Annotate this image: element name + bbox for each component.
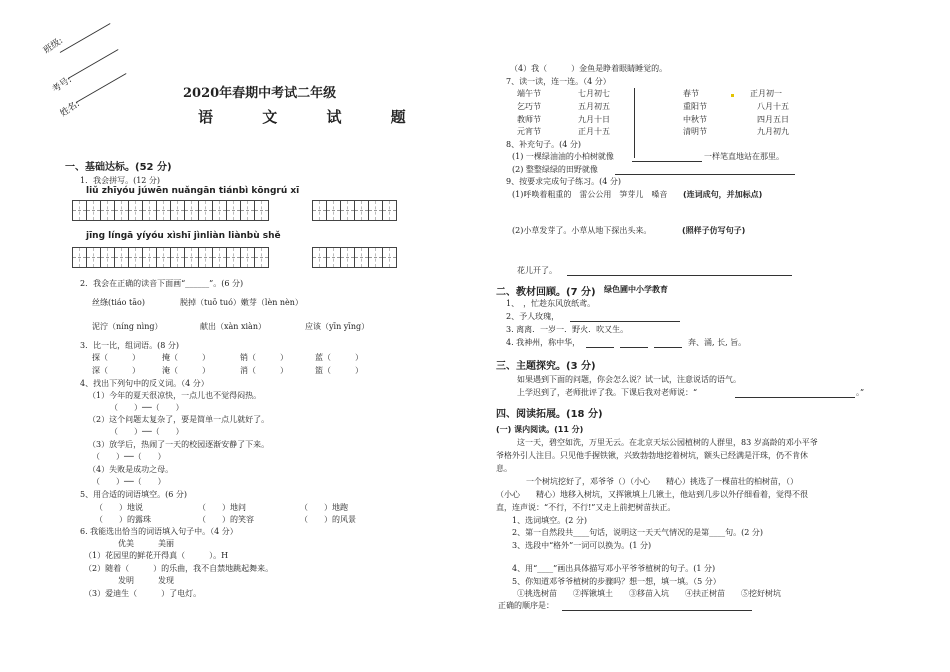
q3-row2-1: 深（ ） [92, 366, 140, 375]
q2-line-1a: 丝绦(tiáo tāo) [92, 298, 145, 307]
q9-item-1-note: (连词成句，并加标点) [683, 190, 763, 199]
q8-blank-2[interactable] [615, 174, 795, 175]
q7-right-3a: 中秋节 [683, 115, 707, 124]
q2-line-1b: 脱掉（tuō tuó）嫩芽（lèn nèn） [180, 298, 303, 307]
q4-item-1: （1）今年的夏天很凉快，一点儿也不觉得闷热。 [88, 391, 262, 400]
q6-words-2: 发明 发现 [118, 576, 174, 585]
yellow-dot [731, 94, 734, 97]
reading-q5-options: ①挑选树苗 ②挥锹填土 ③移苗入坑 ④扶正树苗 ⑤挖好树坑 [517, 589, 781, 598]
s3-blank[interactable] [735, 397, 855, 398]
pinyin-row-1: liǔ zhīyóu júwēn nuǎngān tiánbì kōngrú xī [86, 186, 300, 196]
q2-line-2c: 应该（yīn yīng） [305, 322, 370, 331]
q2-label: 2．我会在正确的读音下面画“______”。(6 分) [80, 279, 244, 288]
q1-label: 1．我会拼写。(12 分) [80, 176, 161, 185]
section-1-heading: 一、基础达标。(52 分) [65, 162, 172, 173]
q6-item-2: （2）随着（ ）的乐曲，我不自禁地跳起舞来。 [84, 564, 274, 573]
q4-answer-4: （ ）──（ ） [92, 477, 166, 486]
q5-row1-2: （ ）地问 [198, 503, 246, 512]
q2-line-2a: 泥泞（níng nìng） [92, 322, 163, 331]
q7-right-2b: 八月十五 [757, 102, 789, 111]
q6-item-3: （3）爱迪生（ ）了电灯。 [84, 589, 202, 598]
section-4-heading: 四、阅读拓展。(18 分) [496, 409, 603, 420]
q7-right-1b: 正月初一 [750, 89, 782, 98]
side-labels [42, 36, 70, 64]
q7-left-1b: 七月初七 [578, 89, 610, 98]
q3-row1-1: 探（ ） [92, 353, 140, 362]
s2-blank-4c[interactable] [654, 347, 682, 348]
passage-line-6: 直，连声说：“不行，不行!”又走上前把树苗扶正。 [496, 503, 676, 512]
q4-answer-1: （ ）──（ ） [110, 403, 184, 412]
q3-label: 3．比一比，组词语。(8 分) [80, 341, 179, 350]
q8-item-2: (2) 整整绿绿的田野就像 [512, 165, 598, 174]
reading-q3: 3、选段中“格外”一词可以换为。(1 分) [512, 541, 652, 550]
reading-q1: 1、选词填空。(2 分) [512, 516, 587, 525]
reading-q5-blank[interactable] [562, 610, 752, 611]
class-label: 班级: [42, 35, 65, 57]
q7-right-1a: 春节 [683, 89, 699, 98]
name-blank[interactable] [76, 73, 127, 103]
passage-line-2: 爷格外引人注目。只见他手握铁锹，兴致勃勃地挖着树坑，额头已经满是汗珠，仍不肯休 [496, 451, 808, 460]
s2-item-1: 1、 ，忙趁东风放纸鸢。 [506, 299, 596, 308]
q3-row2-3: 消（ ） [240, 366, 288, 375]
q8-item-1a: (1) 一棵绿油油的小柏树就像 [512, 152, 614, 161]
q4-label: 4、找出下列句中的反义词。（4 分） [80, 379, 209, 388]
s4-subheading: (一) 课内阅读。(11 分) [496, 425, 584, 434]
reading-q5-answer-label: 正确的顺序是： [498, 601, 554, 610]
q9-label: 9、按要求完成句子练习。(4 分) [506, 177, 621, 186]
q3-row2-2: 淹（ ） [162, 366, 210, 375]
char-grid-2[interactable] [312, 200, 397, 221]
q7-right-4a: 清明节 [683, 127, 707, 136]
reading-q2: 2、第一自然段共____句话，说明这一天天气情况的是第____句。(2 分) [512, 528, 763, 537]
s2-blank-2[interactable] [570, 321, 680, 322]
q3-row1-2: 掩（ ） [162, 353, 210, 362]
q7-left-1a: 端午节 [517, 89, 541, 98]
q7-right-3b: 四月五日 [757, 115, 789, 124]
char-grid-4[interactable] [312, 247, 397, 268]
q7-left-2b: 五月初五 [578, 102, 610, 111]
name-label: 姓名: [58, 98, 82, 120]
char-grid-1[interactable] [72, 200, 269, 221]
id-label: 考号: [50, 74, 74, 96]
q5-row2-1: （ ）的露珠 [95, 515, 151, 524]
q5-row2-2: （ ）的笑容 [198, 515, 254, 524]
pinyin-row-2: jīng língā yíyóu xìshī jìnliàn liànbù shě [86, 231, 281, 241]
q4-answer-2: （ ）──（ ） [110, 427, 184, 436]
q8-item-1b: 一样笔直地站在那里。 [704, 152, 784, 161]
exam-title: 2020年春期中考试二年级 [183, 86, 337, 101]
s2-blank-4b[interactable] [620, 347, 648, 348]
q9-item-2: (2)小草发芽了。小草从地下探出头来。 [512, 226, 652, 235]
s2-blank-4a[interactable] [586, 347, 614, 348]
s2-item-4a: 4. 我神州，称中华， [506, 338, 581, 347]
q5-row1-1: （ ）地说 [95, 503, 143, 512]
q8-blank-1[interactable] [632, 161, 702, 162]
q6-label: 6. 我能选出恰当的词语填入句子中。（4 分） [80, 527, 238, 536]
class-blank[interactable] [60, 23, 111, 53]
q6-item-1: （1）花园里的鲜花开得真（ ）。H [84, 551, 229, 560]
q7-right-4b: 九月初九 [757, 127, 789, 136]
passage-line-4: 一个树坑挖好了，邓爷爷（）（小心 精心）挑选了一棵苗壮的柏树苗，（） [526, 477, 798, 486]
q9-blank-3[interactable] [567, 275, 792, 276]
q7-left-4b: 正月十五 [578, 127, 610, 136]
q9-item-3: 花儿开了。 [517, 266, 557, 275]
q3-row1-3: 销（ ） [240, 353, 288, 362]
q4-answer-3: （ ）──（ ） [92, 452, 166, 461]
reading-q5: 5、你知道邓爷爷植树的步骤吗？想一想，填一填。（5 分） [512, 577, 721, 586]
passage-line-3: 息。 [496, 464, 512, 473]
char-grid-3[interactable] [72, 247, 269, 268]
q7-left-3b: 九月十日 [578, 115, 610, 124]
section-2-tag: 绿色圃中小学教育 [604, 285, 668, 294]
q2-line-2b: 献出（xàn xiàn） [200, 322, 266, 331]
q7-left-4a: 元宵节 [517, 127, 541, 136]
q5-row1-3: （ ）地跑 [300, 503, 348, 512]
reading-q4: 4、用“____”画出具体描写邓小平爷爷植树的句子。(1 分) [512, 564, 716, 573]
q3-row1-4: 蓝（ ） [315, 353, 363, 362]
q6-words-1: 优美 美丽 [118, 539, 174, 548]
q7-left-2a: 乞巧节 [517, 102, 541, 111]
q4-item-3: （3）放学后，热闹了一天的校园逐渐安静了下来。 [88, 440, 270, 449]
q7-right-2a: 重阳节 [683, 102, 707, 111]
q5-row2-3: （ ）的风景 [300, 515, 356, 524]
s3-item-1: 如果遇到下面的问题，你会怎么说？试一试，注意说话的语气。 [517, 375, 741, 384]
q7-divider [634, 88, 635, 158]
s2-item-4b: 奔、涌, 长, 旨。 [688, 338, 747, 347]
q8-label: 8、补充句子。(4 分) [506, 140, 581, 149]
exam-subtitle: 语 文 试 题 [198, 108, 428, 126]
section-3-heading: 三、主题探究。(3 分) [496, 361, 596, 372]
q9-item-2-note: (照样子仿写句子) [682, 226, 746, 235]
passage-line-1: 这一天，碧空如洗，万里无云。在北京天坛公园植树的人群里，83 岁高龄的邓小平爷 [517, 438, 818, 447]
q6-item-4: （4）我（ ）金鱼是睁着眼睛睡觉的。 [510, 64, 668, 73]
s3-item-2-end: 。” [856, 388, 865, 397]
s3-item-2: 上学迟到了，老师批评了我。下课后我对老师说：“ [517, 388, 698, 397]
q3-row2-4: 篮（ ） [315, 366, 363, 375]
q4-item-4: （4）失败是成功之母。 [88, 465, 174, 474]
q7-left-3a: 教师节 [517, 115, 541, 124]
passage-line-5: （小心 精心）地移入树坑，又挥锹填上几锹土，他站到几步以外仔细看着，觉得不很 [496, 490, 808, 499]
id-blank[interactable] [68, 49, 119, 79]
q5-label: 5、用合适的词语填空。(6 分) [80, 490, 187, 499]
q9-item-1: (1)呼唤着粗重的 雷公公用 笋芽儿 嗓音 [512, 190, 668, 199]
s2-item-3: 3. 离离．一岁一．野火．吹又生。 [506, 325, 629, 334]
q7-label: 7、读一读，连一连。（4 分） [506, 77, 611, 86]
section-2-heading: 二、教材回顾。(7 分) [496, 287, 596, 298]
s2-item-2: 2、予人玫瑰， [506, 312, 560, 321]
q4-item-2: （2）这个问题太复杂了，要是简单一点儿就好了。 [88, 415, 270, 424]
